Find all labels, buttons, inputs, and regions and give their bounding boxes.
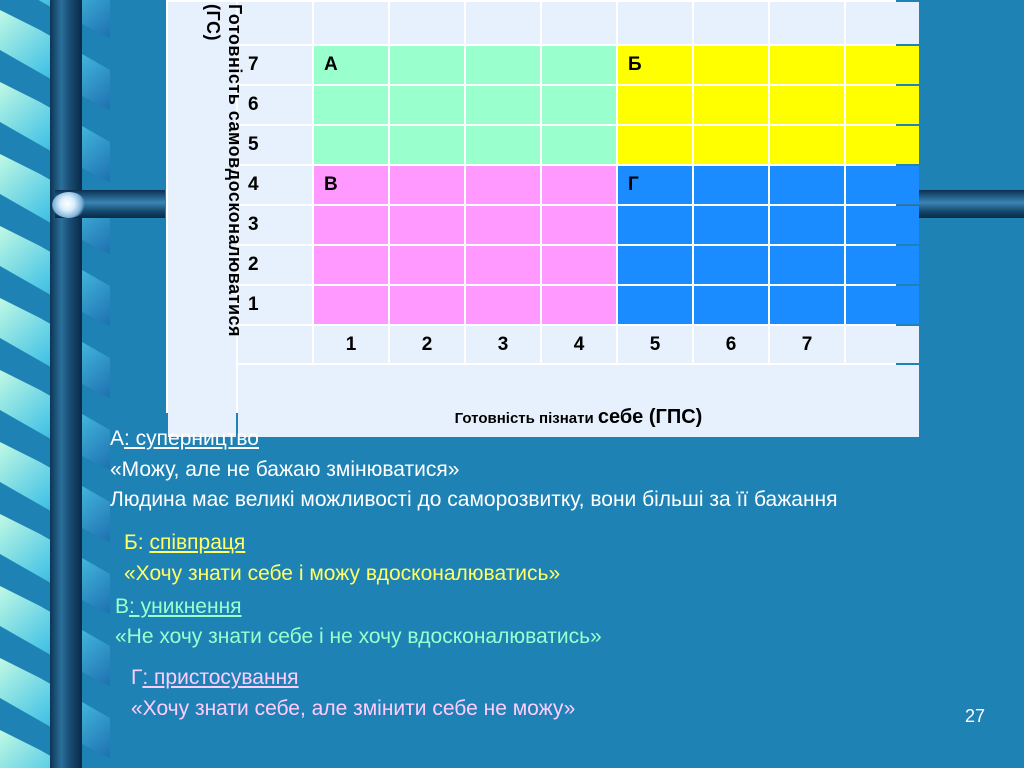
legend-a-quote: «Можу, але не бажаю змінюватися» xyxy=(110,458,460,481)
empty-cell xyxy=(466,2,540,44)
empty-cell xyxy=(770,2,844,44)
quadrant-c-cell xyxy=(542,286,616,324)
quadrant-b-cell xyxy=(846,126,919,164)
quadrant-b-cell xyxy=(694,86,768,124)
empty-cell xyxy=(542,2,616,44)
quadrant-b-cell xyxy=(694,46,768,84)
quadrant-b-cell xyxy=(618,86,692,124)
x-tick: 2 xyxy=(390,326,464,363)
decorative-knob xyxy=(52,192,86,218)
legend-b-title: Б: співпраця xyxy=(124,531,246,554)
x-tick: 7 xyxy=(770,326,844,363)
legend-c-title: В: уникнення xyxy=(115,595,242,618)
quadrant-d-cell xyxy=(770,286,844,324)
quadrant-d-cell xyxy=(694,206,768,244)
empty-cell xyxy=(390,2,464,44)
quadrant-b-cell xyxy=(846,46,919,84)
quadrant-c-cell xyxy=(542,166,616,204)
quadrant-c-cell xyxy=(466,206,540,244)
legend-a-title: А: суперництво xyxy=(110,427,259,450)
readiness-matrix xyxy=(166,0,896,428)
y-tick: 6 xyxy=(238,86,312,124)
x-tick: 3 xyxy=(466,326,540,363)
quadrant-a-cell xyxy=(542,86,616,124)
quadrant-b-cell xyxy=(770,86,844,124)
quadrant-c-cell xyxy=(466,286,540,324)
quadrant-d-cell xyxy=(694,166,768,204)
empty-cell xyxy=(846,2,919,44)
empty-cell xyxy=(618,2,692,44)
quadrant-a-cell xyxy=(390,126,464,164)
empty-cell xyxy=(238,326,312,363)
quadrant-a-cell xyxy=(466,46,540,84)
empty-cell xyxy=(694,2,768,44)
quadrant-b-label: Б xyxy=(618,46,692,84)
legend-c-quote: «Не хочу знати себе і не хочу вдосконалюватись» xyxy=(115,625,602,648)
quadrant-d-label: Г xyxy=(618,166,692,204)
quadrant-c-cell xyxy=(314,206,388,244)
x-axis-label-cell xyxy=(238,365,919,437)
x-axis-label: Готовність пізнати себе (ГПС) xyxy=(454,406,703,428)
empty-cell xyxy=(238,2,312,44)
quadrant-d-cell xyxy=(846,286,919,324)
page-number: 27 xyxy=(965,706,986,726)
y-tick: 3 xyxy=(238,206,312,244)
quadrant-d-cell xyxy=(770,206,844,244)
quadrant-d-cell xyxy=(618,206,692,244)
quadrant-c-cell xyxy=(542,246,616,284)
quadrant-c-cell xyxy=(466,246,540,284)
quadrant-b-cell xyxy=(694,126,768,164)
legend-b-quote: «Хочу знати себе і можу вдосконалюватись» xyxy=(124,562,561,585)
legend-a-description: Людина має великі можливості до саморозвитку, вони більші за її бажання xyxy=(110,488,838,511)
quadrant-d-cell xyxy=(770,246,844,284)
quadrant-b-cell xyxy=(770,46,844,84)
quadrant-a-label: А xyxy=(314,46,388,84)
quadrant-d-cell xyxy=(846,166,919,204)
quadrant-c-label: В xyxy=(314,166,388,204)
quadrant-c-cell xyxy=(390,166,464,204)
quadrant-d-cell xyxy=(618,286,692,324)
quadrant-c-cell xyxy=(314,286,388,324)
quadrant-d-cell xyxy=(618,246,692,284)
quadrant-c-cell xyxy=(390,286,464,324)
y-tick: 2 xyxy=(238,246,312,284)
x-tick: 1 xyxy=(314,326,388,363)
quadrant-d-cell xyxy=(846,206,919,244)
quadrant-b-cell xyxy=(770,126,844,164)
quadrant-d-cell xyxy=(770,166,844,204)
y-axis-label-cell xyxy=(168,2,245,437)
legend-d-title: Г: пристосування xyxy=(131,666,299,689)
quadrant-d-cell xyxy=(694,286,768,324)
quadrant-c-cell xyxy=(390,246,464,284)
y-tick: 1 xyxy=(238,286,312,324)
quadrant-d-cell xyxy=(694,246,768,284)
quadrant-a-cell xyxy=(466,86,540,124)
quadrant-a-cell xyxy=(542,126,616,164)
legend-d-quote: «Хочу знати себе, але змінити себе не можу» xyxy=(131,697,576,720)
decorative-pole xyxy=(50,0,82,768)
quadrant-a-cell xyxy=(314,86,388,124)
quadrant-b-cell xyxy=(846,86,919,124)
quadrant-b-cell xyxy=(618,126,692,164)
x-tick: 4 xyxy=(542,326,616,363)
quadrant-c-cell xyxy=(542,206,616,244)
y-axis-label: Готовність самовдосконалюватися (ГС) xyxy=(203,4,245,338)
x-tick: 6 xyxy=(694,326,768,363)
quadrant-c-cell xyxy=(314,246,388,284)
quadrant-a-cell xyxy=(542,46,616,84)
quadrant-d-cell xyxy=(846,246,919,284)
empty-cell xyxy=(846,326,919,363)
y-tick: 7 xyxy=(238,46,312,84)
quadrant-a-cell xyxy=(314,126,388,164)
y-tick: 4 xyxy=(238,166,312,204)
empty-cell xyxy=(314,2,388,44)
quadrant-c-cell xyxy=(466,166,540,204)
y-tick: 5 xyxy=(238,126,312,164)
quadrant-a-cell xyxy=(466,126,540,164)
quadrant-a-cell xyxy=(390,46,464,84)
quadrant-a-cell xyxy=(390,86,464,124)
x-tick: 5 xyxy=(618,326,692,363)
quadrant-c-cell xyxy=(390,206,464,244)
